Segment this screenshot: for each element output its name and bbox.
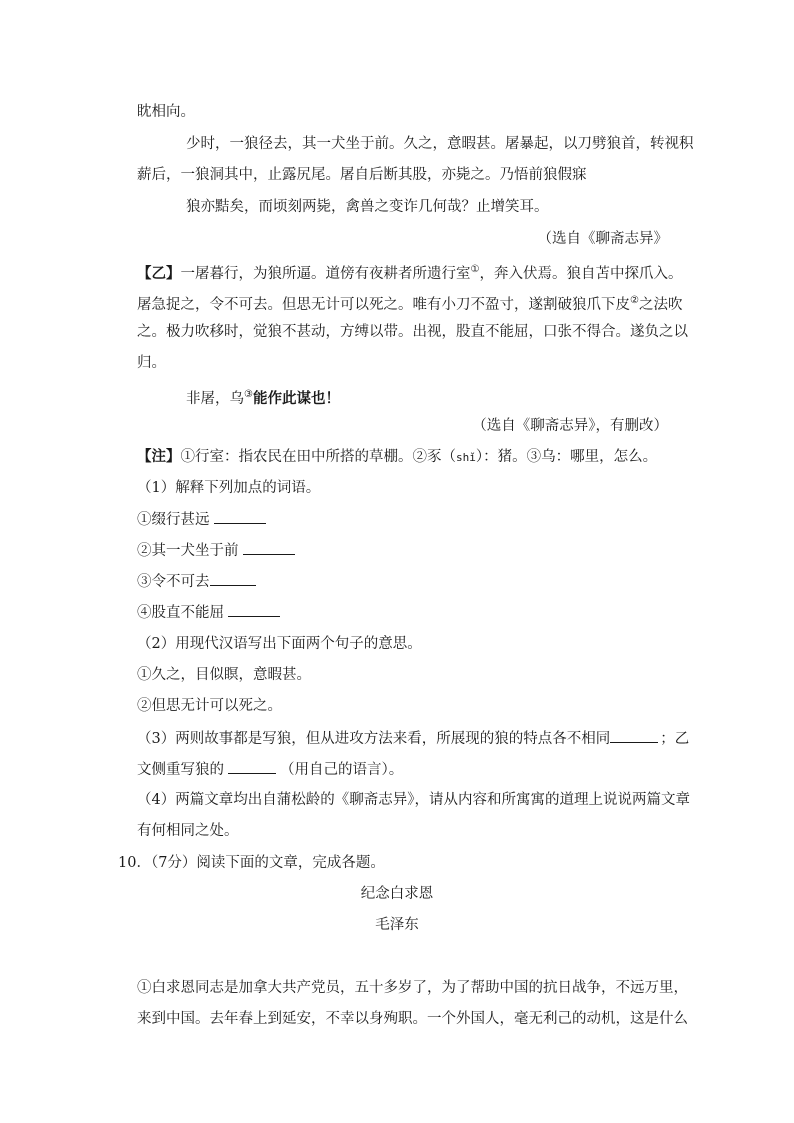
question-1-item-3: [137, 571, 260, 592]
passage-yi-line-4: 归。: [137, 355, 166, 371]
passage-jia-line-2: 少时，一狼径去，其一犬坐于前。久之，意暇甚。屠暴起，以刀劈狼首，转视积: [186, 136, 694, 152]
passage-yi-line-2b: 之法吹: [638, 296, 683, 313]
answer-blank[interactable]: [243, 540, 295, 555]
passage-yi-line-5a: 非屠，乌: [186, 390, 244, 407]
passage-yi-tag: 【乙】: [137, 264, 181, 282]
passage-yi-line-3: 之。极力吹移时，觉狼不甚动，方缚以带。出视，股直不能屈，口张不得合。遂负之以: [137, 324, 688, 340]
passage-jia-line-4: 狼亦黠矣，而顷刻两毙，禽兽之变诈几何哉？止增笑耳。: [186, 199, 549, 215]
question-1-item-1-text: ①缀行甚远: [137, 512, 210, 528]
question-2-item-1: ①久之，目似瞑，意暇甚。: [137, 667, 311, 683]
article-para-1-line-1: ①白求恩同志是加拿大共产党员，五十多岁了，为了帮助中国的抗日战争，不远万里，: [137, 980, 688, 996]
question-1-item-2: [137, 540, 299, 561]
question-1-item-4-text: ④股直不能屈: [137, 605, 224, 621]
answer-blank[interactable]: [210, 571, 256, 586]
question-4-line-1: （4）两篇文章均出自蒲松龄的《聊斋志异》，请从内容和所寓寓的道理上说说两篇文章: [137, 792, 690, 808]
passage-jia-line-3: 薪后，一狼洞其中，止露尻尾。屠自后断其股，亦毙之。乃悟前狼假寐: [137, 167, 587, 183]
passage-yi-line-2: [137, 291, 682, 315]
passage-jia-line-1: 眈相向。: [137, 104, 195, 120]
notes-line: [137, 447, 657, 468]
passage-yi-line-1a: 一屠暮行，为狼所逼。道傍有夜耕者所遗行室: [180, 265, 471, 282]
footnote-marker-2: ②: [630, 295, 639, 306]
question-1-item-2-text: ②其一犬坐于前: [137, 543, 239, 559]
notes-pinyin: shǐ: [456, 451, 476, 464]
passage-yi-line-1b: ，奔入伏焉。狼自苫中探爪入。: [479, 265, 683, 282]
article-author: 毛泽东: [375, 917, 419, 933]
passage-yi-line-5: [186, 385, 340, 409]
question-1: （1）解释下列加点的词语。: [137, 480, 321, 496]
question-2: （2）用现代汉语写出下面两个句子的意思。: [137, 636, 422, 652]
article-title: 纪念白求恩: [360, 886, 434, 902]
question-2-item-2: ②但思无计可以死之。: [137, 698, 282, 714]
passage-yi-source: （选自《聊斋志异》，有删改）: [472, 418, 668, 434]
passage-jia-source: （选自《聊斋志异》: [537, 231, 668, 247]
footnote-marker-1: ①: [470, 264, 480, 275]
question-3-line-1: [137, 728, 689, 749]
answer-blank[interactable]: [610, 728, 658, 743]
question-1-item-1: [137, 509, 270, 530]
question-10-header: 10．（7分）阅读下面的文章，完成各题。: [118, 855, 385, 871]
notes-text-a: ①行室：指农民在田中所搭的草棚。②豕（: [180, 449, 456, 465]
question-1-item-4: [137, 602, 284, 623]
question-1-item-3-text: ③令不可去: [137, 574, 210, 590]
question-4-line-2: 有何相同之处。: [137, 823, 239, 839]
question-3-text-b: ；乙: [660, 731, 690, 747]
question-3-line-2: [137, 759, 403, 780]
passage-yi-line-5b: 能作此谋也！: [252, 389, 340, 407]
footnote-marker-3: ③: [244, 389, 253, 400]
passage-yi-line-1: [137, 260, 682, 284]
article-para-1-line-2: 来到中国。去年春上到延安，不幸以身殉职。一个外国人，毫无利己的动机，这是什么: [137, 1011, 688, 1027]
answer-blank[interactable]: [228, 759, 276, 774]
answer-blank[interactable]: [214, 509, 266, 524]
notes-text-b: ）：猪。③乌：哪里，怎么。: [475, 449, 658, 465]
notes-tag: 【注】: [137, 448, 181, 465]
question-3-text-c: 文侧重写狼的: [137, 762, 224, 778]
question-3-text-a: （3）两则故事都是写狼，但从进攻方法来看，所展现的狼的特点各不相同: [137, 731, 611, 747]
answer-blank[interactable]: [228, 602, 280, 617]
question-3-text-d: （用自己的语言）。: [280, 762, 404, 778]
passage-yi-line-2a: 屠急捉之，令不可去。但思无计可以死之。唯有小刀不盈寸，遂割破狼爪下皮: [137, 296, 630, 313]
